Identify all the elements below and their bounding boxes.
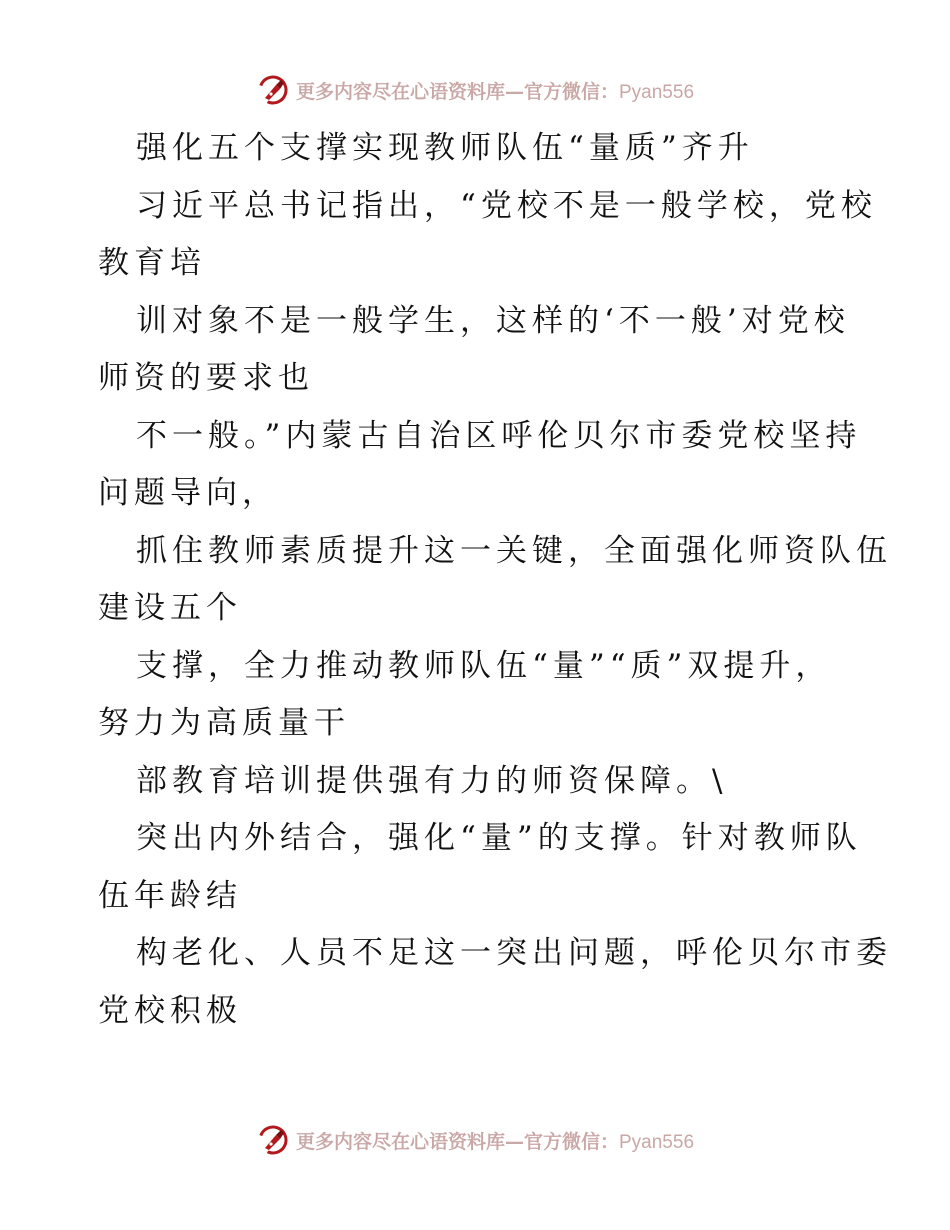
watermark-separator: — [504,80,524,103]
watermark-text [296,1127,694,1154]
text-line: 不一般。”内蒙古自治区呼伦贝尔市委党校坚持 [136,417,862,454]
watermark-channel: 官方微信： [523,80,619,103]
text-line: 努力为高质量干 [98,705,350,741]
watermark-separator: — [504,1130,524,1153]
text-line: 支撑，全力推动教师队伍“量”“质”双提升， [136,647,832,684]
text-line: 抓住教师素质提升这一关键，全面强化师资队伍 [136,532,892,569]
text-line: 习近平总书记指出，“党校不是一般学校，党校 [136,187,877,224]
watermark-brand: 更多内容尽在心语资料库 [295,1130,505,1153]
text-line: 突出内外结合，强化“量”的支撑。针对教师队 [136,820,862,856]
pen-nib-logo-icon [256,73,290,107]
watermark-channel: 官方微信： [523,1130,619,1153]
footer-watermark [0,1120,950,1160]
watermark-brand: 更多内容尽在心语资料库 [295,80,505,103]
text-line: 部教育培训提供强有力的师资保障。\ [136,762,728,799]
document-body [98,120,892,1040]
text-line: 强化五个支撑实现教师队伍“量质”齐升 [136,130,754,166]
text-line: 训对象不是一般学生，这样的‘不一般’对党校 [136,302,850,339]
text-line: 建设五个 [98,590,242,626]
watermark-account: Pyan556 [619,1131,695,1153]
text-line: 问题导向， [98,475,278,511]
text-line: 党校积极 [98,992,242,1029]
header-watermark [0,70,950,110]
text-line: 伍年龄结 [98,877,242,914]
watermark-account: Pyan556 [619,81,695,103]
text-line: 师资的要求也 [98,360,314,396]
watermark-text [296,77,694,104]
pen-nib-logo-icon [256,1123,290,1157]
text-line: 教育培 [98,245,206,281]
text-line: 构老化、人员不足这一突出问题，呼伦贝尔市委 [136,935,892,971]
